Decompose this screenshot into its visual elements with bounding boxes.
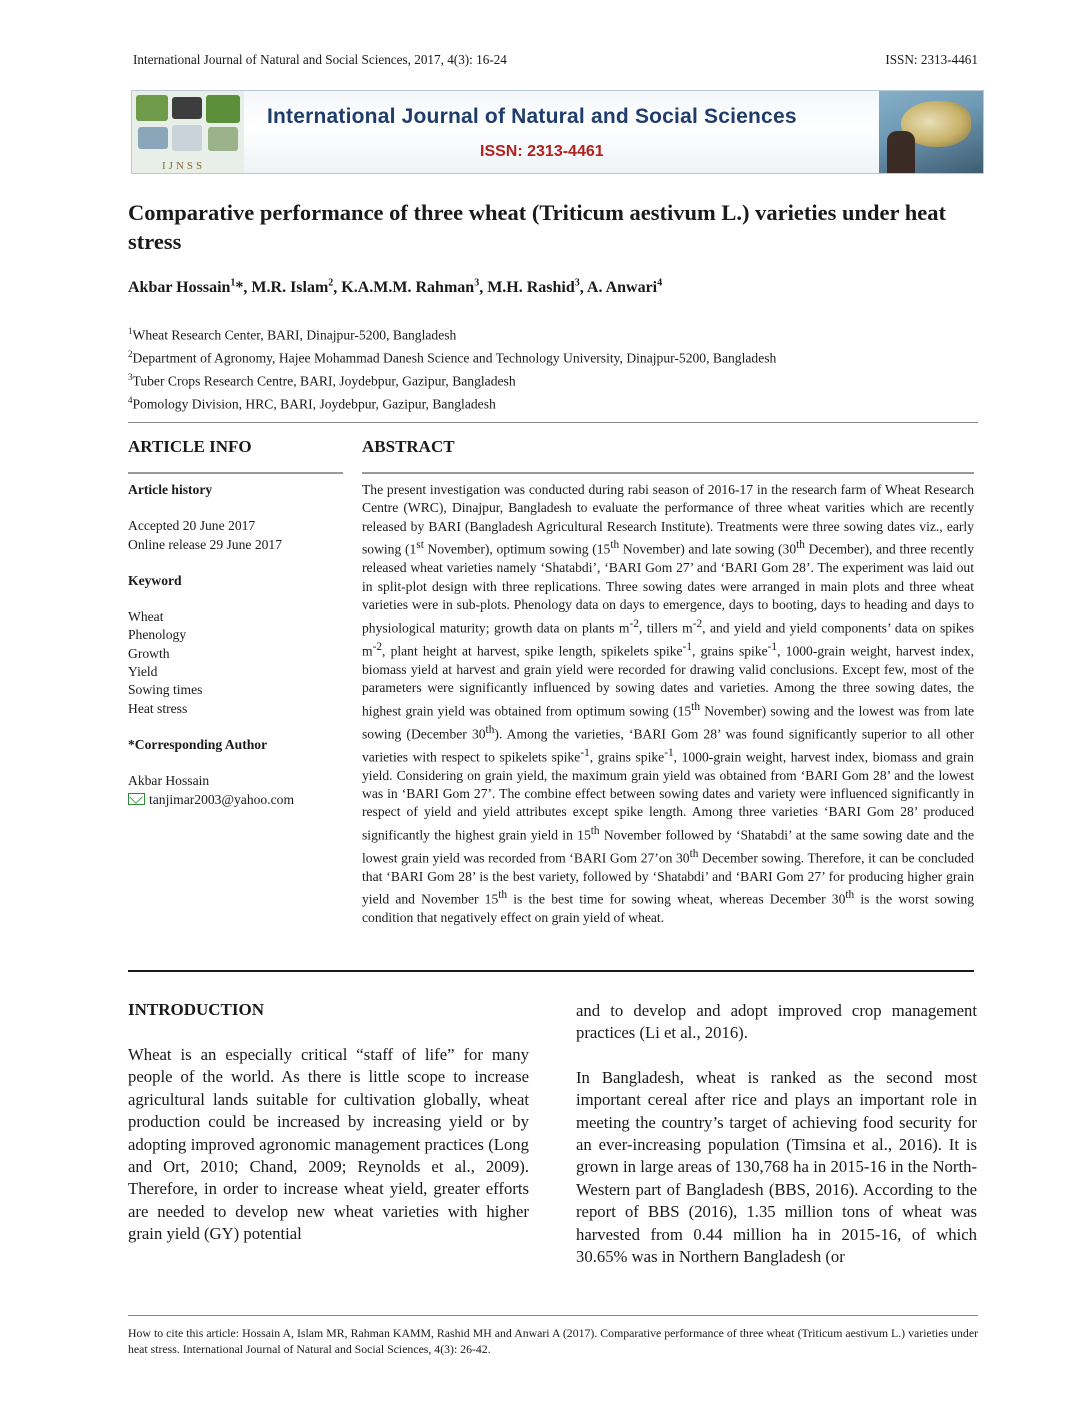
keyword-item: Heat stress — [128, 700, 188, 716]
left-column — [128, 1044, 529, 1268]
keyword-item: Growth — [128, 645, 170, 661]
paragraph: and to develop and adopt improved crop management practices (Li et al., 2016). — [576, 1001, 977, 1043]
author-list: Akbar Hossain$^1$*, M.R. Islam$^2$, K.A.M.M. Rahman$^3$, M.H. Rashid$^3$, A. Anwari$^4$ — [128, 278, 663, 297]
keyword-item: Yield — [128, 664, 158, 680]
journal-banner — [131, 90, 984, 174]
divider — [362, 472, 974, 474]
banner-title: International Journal of Natural and Social Sciences — [267, 105, 797, 128]
author: M.R. Islam$^2$ — [251, 278, 334, 297]
corresponding-author-name: Akbar Hossain — [128, 773, 210, 789]
introduction-heading: INTRODUCTION — [128, 1000, 265, 1019]
issn-line: ISSN: 2313-4461 — [885, 52, 978, 67]
paragraph: Wheat is an especially critical “staff of life” for many people of the world. As there is little scope to increase agricultural lands suitable for cultivation globally, wheat production could be increased by increasing yield or by adopting improved agronomic management practices (Long and Ort, 2010; Chand, 2009; Reynolds et al., 2009). Therefore, in order to increase wheat yield, greater efforts are needed to develop new wheat varieties with higher grain yield (GY) potential — [128, 1045, 529, 1244]
divider — [128, 970, 974, 972]
banner-photo-collage — [132, 91, 244, 174]
accepted-date: Accepted 20 June 2017 — [128, 518, 256, 534]
keyword-item: Phenology — [128, 627, 187, 643]
affiliation: $^2$Department of Agronomy, Hajee Mohammad Danesh Science and Technology University, Dinajpur-5200, Bangladesh — [128, 349, 777, 366]
journal-citation-line: International Journal of Natural and Social Sciences, 2017, 4(3): 16-24 — [133, 52, 507, 67]
author: M.H. Rashid$^3$ — [487, 278, 580, 297]
banner-fish-photo — [879, 91, 983, 174]
envelope-icon — [128, 793, 145, 805]
citation-footer: How to cite this article: Hossain A, Islam MR, Rahman KAMM, Rashid MH and Anwari A (2017). Comparative performance of three wheat (Triticum aestivum L.) varieties under heat stress. International Journal of Natural and Social Sciences, 4(3): 26-42. — [128, 1326, 978, 1356]
banner-issn: ISSN: 2313-4461 — [480, 143, 604, 160]
author: Akbar Hossain$^1$* — [128, 278, 244, 297]
article-history-label: Article history — [128, 482, 213, 497]
abstract-body: The present investigation was conducted during rabi season of 2016-17 in the research farm of Wheat Research Centre (WRC), Dinajpur, Bangladesh to evaluate the performance of three wheat varities which are recently released by BARI (Bangladesh Agricultural Research Institute). Treatments were three sowing dates viz., early sowing (1st November), optimum sowing (15th November) and late sowing (30th December), and three recently released wheat varieties namely ‘Shatabdi’, ‘BARI Gom 27’ and ‘BARI Gom 28’. The experiment was laid out in split-plot design with three replications. Three sowing dates were arranged in main plots and three wheat varieties were in sub-plots. Phenology data on days to emergence, days to booting, days to heading and days to physiological maturity; growth data on plants $m^{-2}$, tillers $m^{-2}$, and yield and yield components’ data on spikes $m^{-2}$, plant height at harvest, spike length, spikelets spike$^{-1}$, grains spike$^{-1}$, 1000-grain weight, harvest index, biomass yield at harvest and grain yield were recorded for drawing valid conclusions. Except few, most of the parameters were significantly influenced by sowing dates and varieties. Among the three sowing dates, the highest grain yield was obtained from optimum sowing (15th November) sowing and the lowest was from late sowing (December 30th). Among the varieties, ‘BARI Gom 28’ was found significantly superior to all other varieties with respect to spikelets spike$^{-1}$, grains spike$^{-1}$, 1000-grain weight, harvest index, biomass and grain yield. Considering on grain yield, the maximum grain yield was obtained from ‘BARI Gom 28’ and the lowest was in ‘BARI Gom 27’. The combine effect between sowing dates and variety were influenced significantly in respect of yield and yield attributes except spike length. Among three varieties ‘BARI Gom 28’ produced significantly the highest grain yield in 15th November followed by ‘Shatabdi’ at the same sowing date and the lowest grain yield was recorded from ‘BARI Gom 27’on 30th December sowing. Therefore, it can be concluded that ‘BARI Gom 28’ is the best variety, followed by ‘Shatabdi’ and ‘BARI Gom 27’ for producing higher grain yield and November 15th is the best time for sowing wheat, whereas December 30th is the worst sowing condition that negatively effect on grain yield of wheat. — [362, 482, 975, 926]
corresponding-email[interactable]: tanjimar2003@yahoo.com — [128, 791, 343, 809]
article-title: Comparative performance of three wheat (Triticum aestivum L.) varieties under heat stress — [128, 200, 946, 254]
affiliation: $^4$Pomology Division, HRC, BARI, Joydebpur, Gazipur, Bangladesh — [128, 395, 496, 412]
affiliation: $^3$Tuber Crops Research Centre, BARI, Joydebpur, Gazipur, Bangladesh — [128, 372, 516, 389]
keyword-item: Wheat — [128, 609, 164, 625]
divider — [128, 422, 978, 423]
divider — [128, 1315, 978, 1316]
online-release-date: Online release 29 June 2017 — [128, 536, 283, 552]
affiliations — [128, 322, 776, 414]
divider — [128, 472, 343, 474]
author: A. Anwari$^4$ — [586, 278, 663, 297]
affiliation: $^1$Wheat Research Center, BARI, Dinajpur-5200, Bangladesh — [128, 326, 457, 343]
article-info-heading: ARTICLE INFO — [128, 437, 252, 456]
banner-abbreviation: IJNSS — [162, 160, 206, 172]
right-column — [576, 1000, 977, 1290]
running-head — [133, 52, 978, 68]
paragraph: In Bangladesh, wheat is ranked as the second most important cereal after rice and plays an important role in meeting the country’s target of achieving food security for an ever-increasing population (Timsina et al., 2016). It is grown in large areas of 130,768 ha in 2015-16 in the North-Western part of Bangladesh (BBS, 2016). According to the report of BBS (2016), 1.35 million tons of wheat was harvested from 0.44 million ha in 2015-16, of which 30.65% was in Northern Bangladesh (or — [576, 1067, 977, 1267]
abstract-heading: ABSTRACT — [362, 437, 455, 456]
corresponding-author-label: *Corresponding Author — [128, 736, 268, 752]
keyword-item: Sowing times — [128, 682, 203, 698]
article-info-panel — [128, 481, 343, 809]
keyword-label: Keyword — [128, 572, 182, 588]
author: K.A.M.M. Rahman$^3$ — [341, 278, 480, 297]
